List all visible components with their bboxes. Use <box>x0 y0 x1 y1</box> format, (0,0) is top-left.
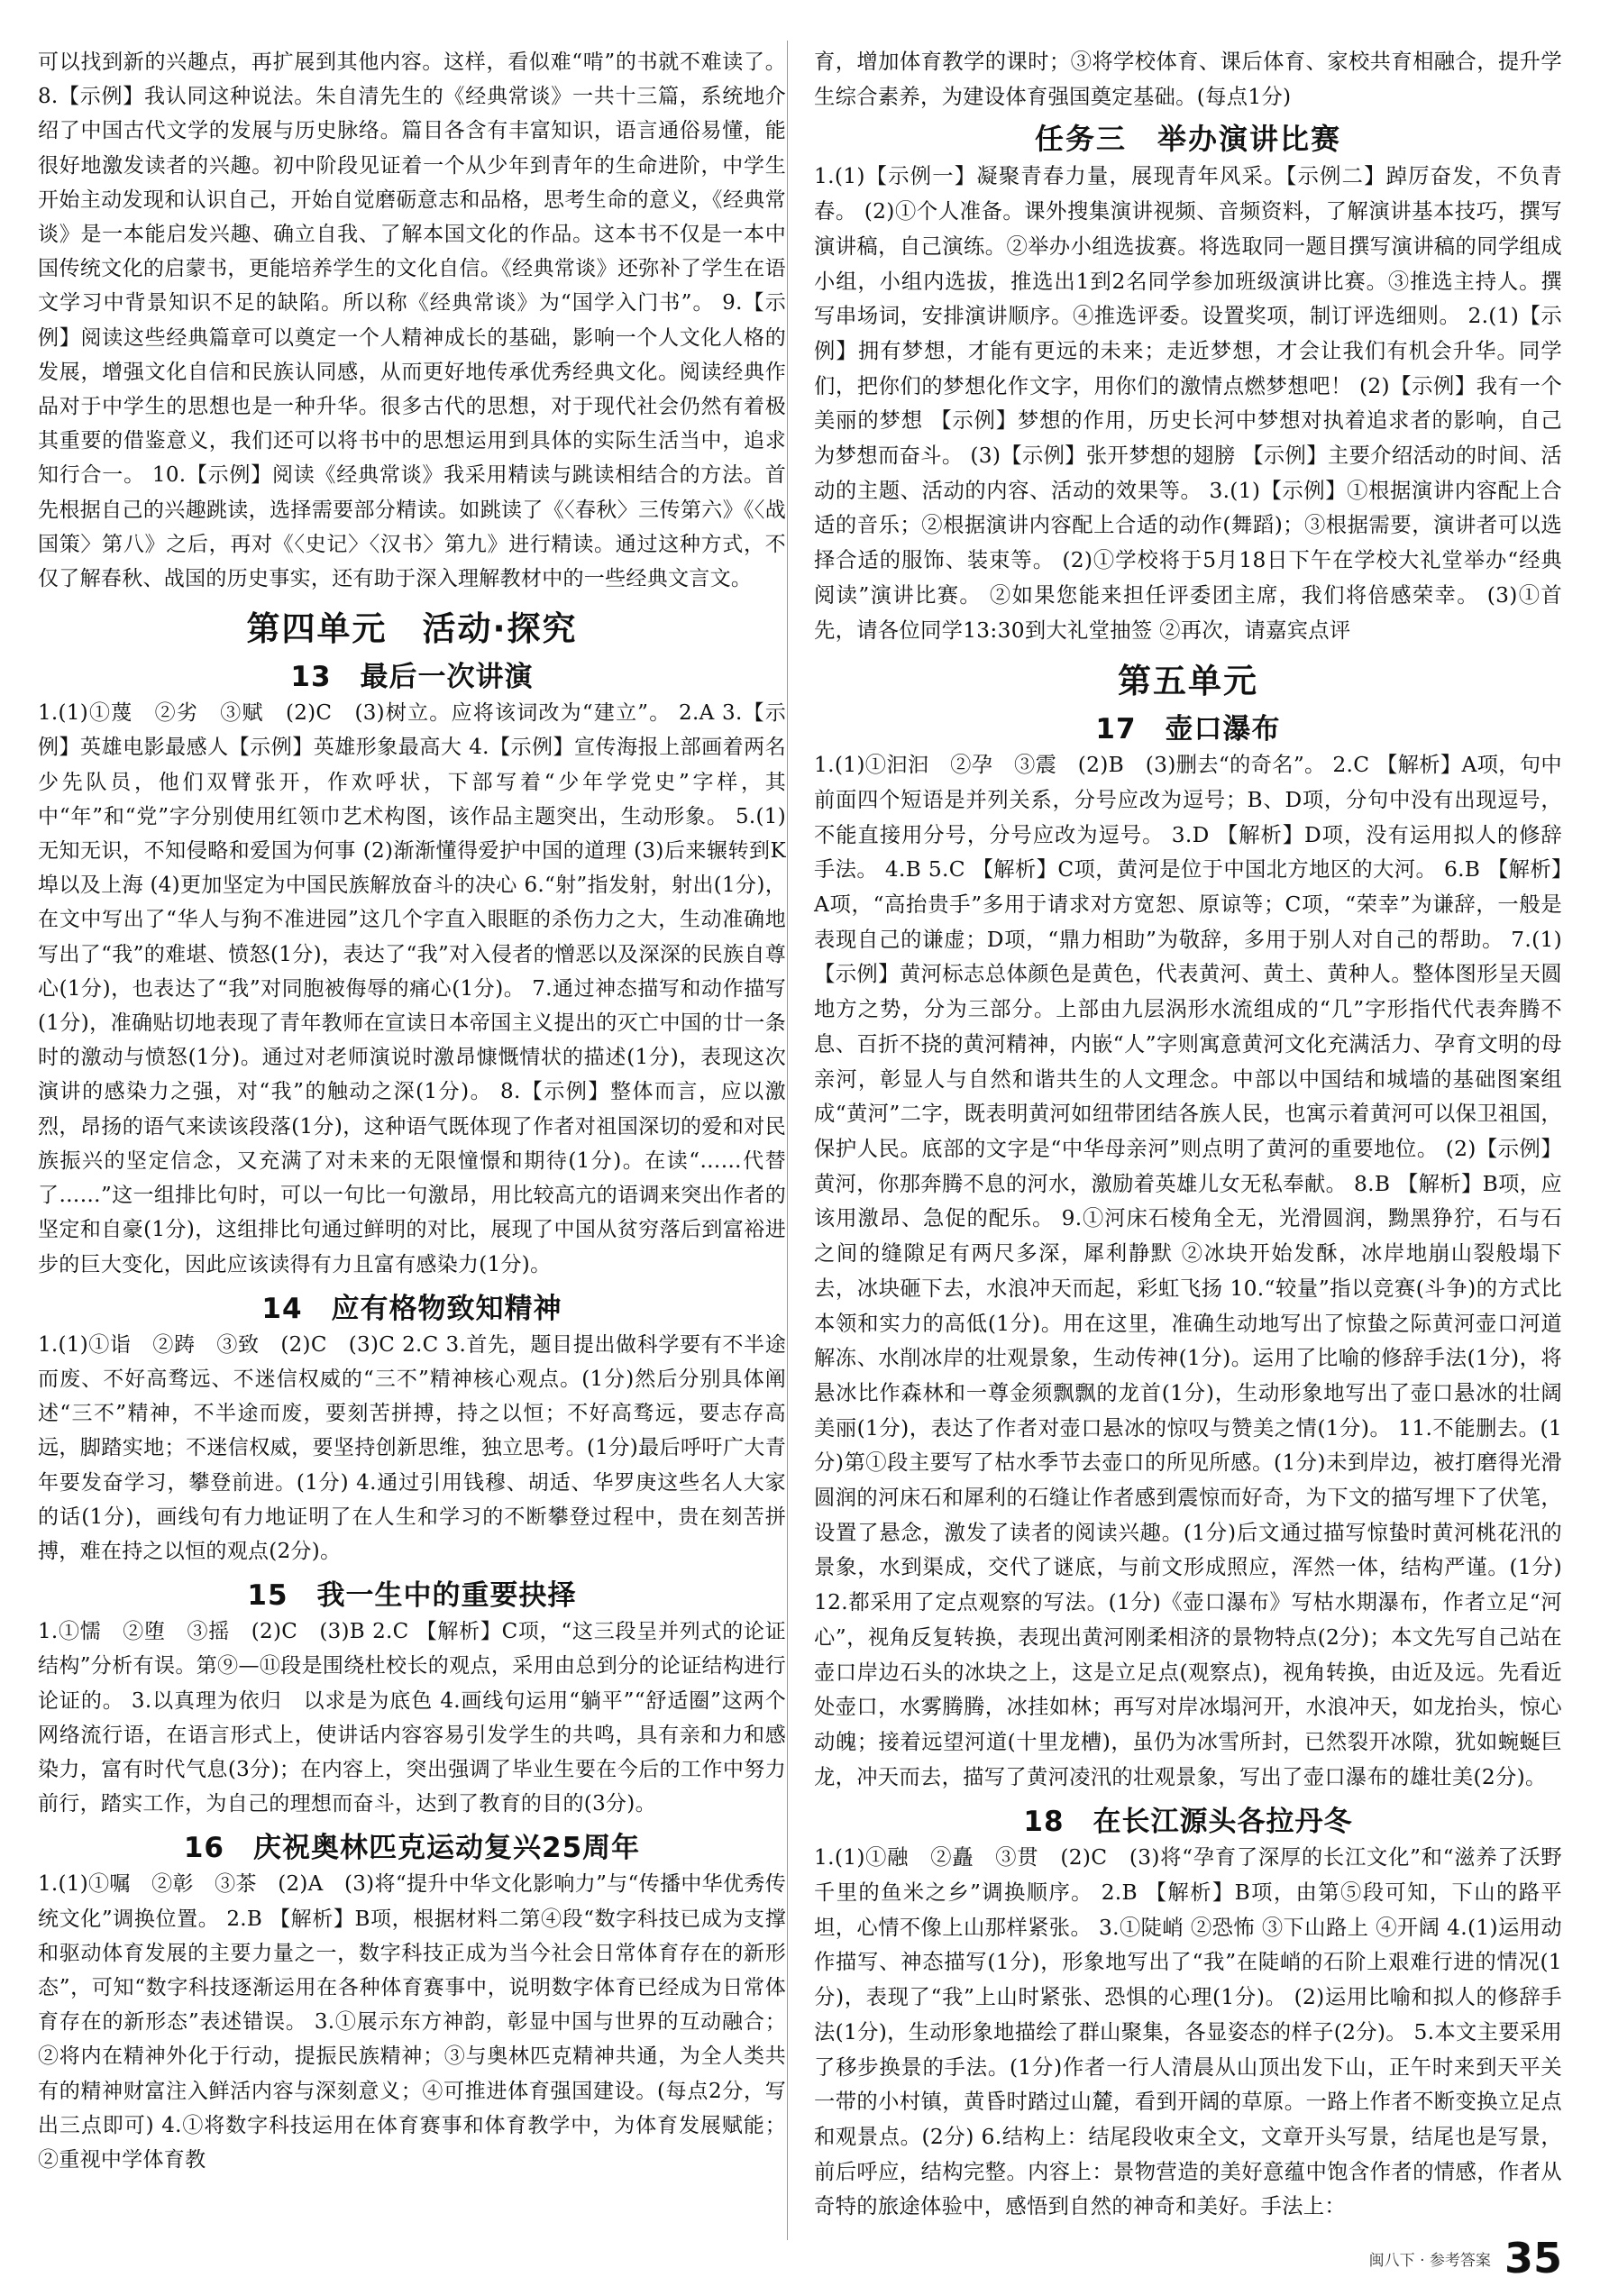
lesson-14-answers: 1.(1)①诣 ②踌 ③致 (2)C (3)C 2.C 3.首先，题目提出做科学要有不半途而废、不好高骛远、不迷信权威的“三不”精神核心观点。(1分)然后分别具体阐述“三不”精神，不半途而废，要刻苦拼搏，持之以恒；不好高骛远，要志存高远，脚踏实地；不迷信权威，要坚持创新思维，独立思考。(1分)最后呼吁广大青年要发奋学习，攀登前进。(1分) 4.通过引用钱穆、胡适、华罗庚这些名人大家的话(1分)，画线句有力地证明了在人生和学习的不断攀登过程中，贵在刻苦拼搏，难在持之以恒的观点(2分)。 <box>38 1332 786 1563</box>
lesson-17-heading: 17 壶口瀑布 <box>1095 713 1281 746</box>
lesson-16-answers-continued: 育，增加体育教学的课时；③将学校体育、课后体育、家校共育相融合，提升学生综合素养，为建设体育强国奠定基础。(每点1分) <box>814 50 1562 109</box>
unit-4-heading: 第四单元 活动·探究 <box>246 609 578 649</box>
page-number: 35 <box>1504 2234 1562 2282</box>
lesson-13-heading: 13 最后一次讲演 <box>290 661 534 694</box>
lesson-14-heading: 14 应有格物致知精神 <box>261 1292 562 1325</box>
left-column <box>38 45 786 2177</box>
lesson-16-heading: 16 庆祝奥林匹克运动复兴25周年 <box>183 1832 641 1865</box>
right-column <box>814 45 1562 2225</box>
column-divider <box>787 41 788 2240</box>
task-3-heading: 任务三 举办演讲比赛 <box>1034 122 1341 157</box>
page-footer <box>1369 2234 1562 2282</box>
lesson-17-answers: 1.(1)①汩汩 ②孕 ③震 (2)B (3)删去“的奇名”。 2.C 【解析】A项，句中前面四个短语是并列关系，分号应改为逗号；B、D项，分句中没有出现逗号，不能直接用分号，分号应改为逗号。 3.D 【解析】D项，没有运用拟人的修辞手法。 4.B 5.C 【解析】C项，黄河是位于中国北方地区的大河。 6.B 【解析】A项，“高抬贵手”多用于请求对方宽恕、原谅等；C项，“荣幸”为谦辞，一般是表现自己的谦虚；D项，“鼎力相助”为敬辞，多用于别人对自己的帮助。 7.(1)【示例】黄河标志总体颜色是黄色，代表黄河、黄土、黄种人。整体图形呈天圆地方之势，分为三部分。上部由九层涡形水流组成的“几”字形指代代表奔腾不息、百折不挠的黄河精神，内嵌“人”字则寓意黄河文化充满活力、孕育文明的母亲河，彰显人与自然和谐共生的人文理念。中部以中国结和城墙的基础图案组成“黄河”二字，既表明黄河如纽带团结各族人民，也寓示着黄河可以保卫祖国，保护人民。底部的文字是“中华母亲河”则点明了黄河的重要地位。 (2)【示例】黄河，你那奔腾不息的河水，激励着英雄儿女无私奉献。 8.B 【解析】B项，应该用激昂、急促的配乐。 9.①河床石棱角全无，光滑圆润，黝黑狰狞，石与石之间的缝隙足有两尺多深，犀利静默 ②冰块开始发酥，冰岸地崩山裂般塌下去，冰块砸下去，水浪冲天而起，彩虹飞扬 10.“较量”指以竞赛(斗争)的方式比本领和实力的高低(1分)。用在这里，准确生动地写出了惊蛰之际黄河壶口河道解冻、水削冰岸的壮观景象，生动传神(1分)。运用了比喻的修辞手法(1分)，将悬冰比作森林和一尊金须飘飘的龙首(1分)，生动形象地写出了壶口悬冰的壮阔美丽(1分)，表达了作者对壶口悬冰的惊叹与赞美之情(1分)。 11.不能删去。(1分)第①段主要写了枯水季节去壶口的所见所感。(1分)未到岸边，被打磨得光滑圆润的河床石和犀利的石缝让作者感到震惊而好奇，为下文的描写埋下了伏笔，设置了悬念，激发了读者的阅读兴趣。(1分)后文通过描写惊蛰时黄河桃花汛的景象，水到渠成，交代了谜底，与前文形成照应，浑然一体，结构严谨。(1分) 12.都采用了定点观察的写法。(1分)《壶口瀑布》写枯水期瀑布，作者立足“河心”，视角反复转换，表现出黄河刚柔相济的景物特点(2分)；本文先写自己站在壶口岸边石头的冰块之上，这是立足点(观察点)，视角转换，由近及远。先看近处壶口，水雾腾腾，冰挂如林；再写对岸冰塌河开，水浪冲天，如龙抬头，惊心动魄；接着远望河道(十里龙槽)，虽仍为冰雪所封，已然裂开冰隙，犹如蜿蜒巨龙，冲天而去，描写了黄河凌汛的壮观景象，写出了壶口瀑布的雄壮美(2分)。 <box>814 753 1562 1789</box>
unit-5-heading: 第五单元 <box>1118 662 1258 701</box>
lesson-15-heading: 15 我一生中的重要抉择 <box>247 1579 577 1613</box>
lesson-16-answers: 1.(1)①嘱 ②彰 ③茶 (2)A (3)将“提升中华文化影响力”与“传播中华优秀传统文化”调换位置。 2.B 【解析】B项，根据材料二第④段“数字科技已成为支撑和驱动体育发展的主要力量之一，数字科技正成为当今社会日常体育存在的新形态”，可知“数字科技逐渐运用在各种体育赛事中，说明数字体育已经成为日常体育存在的新形态”表述错误。 3.①展示东方神韵，彰显中国与世界的互动融合；②将内在精神外化于行动，提振民族精神；③与奥林匹克精神共通，为全人类共有的精神财富注入鲜活内容与深刻意义；④可推进体育强国建设。(每点2分，写出三点即可) 4.①将数字科技运用在体育赛事和体育教学中，为体育发展赋能；②重视中学体育教 <box>38 1872 786 2172</box>
task-3-answers: 1.(1)【示例一】凝聚青春力量，展现青年风采。【示例二】踔厉奋发，不负青春。 (2)①个人准备。课外搜集演讲视频、音频资料，了解演讲基本技巧，撰写演讲稿，自己演练。②举办小组选拔赛。将选取同一题目撰写演讲稿的同学组成小组，小组内选拔，推选出1到2名同学参加班级演讲比赛。③推选主持人。撰写串场词，安排演讲顺序。④推选评委。设置奖项，制订评选细则。 2.(1)【示例】拥有梦想，才能有更远的未来；走近梦想，才会让我们有机会升华。同学们，把你们的梦想化作文字，用你们的激情点燃梦想吧！ (2)【示例】我有一个美丽的梦想 【示例】梦想的作用，历史长河中梦想对执着追求者的影响，自己为梦想而奋斗。 (3)【示例】张开梦想的翅膀 【示例】主要介绍活动的时间、活动的主题、活动的内容、活动的效果等。 3.(1)【示例】①根据演讲内容配上合适的音乐；②根据演讲内容配上合适的动作(舞蹈)；③根据需要，演讲者可以选择合适的服饰、装束等。 (2)①学校将于5月18日下午在学校大礼堂举办“经典阅读”演讲比赛。 ②如果您能来担任评委团主席，我们将倍感荣幸。 (3)①首先，请各位同学13:30到大礼堂抽签 ②再次，请嘉宾点评 <box>814 164 1562 643</box>
lesson-18-answers: 1.(1)①融 ②矗 ③贯 (2)C (3)将“孕育了深厚的长江文化”和“滋养了沃野千里的鱼米之乡”调换顺序。 2.B 【解析】B项，由第⑤段可知，下山的路平坦，心情不像上山那样紧张。 3.①陡峭 ②恐怖 ③下山路上 ④开阔 4.(1)运用动作描写、神态描写(1分)，形象地写出了“我”在陡峭的石阶上艰难行进的情况(1分)，表现了“我”上山时紧张、恐惧的心理(1分)。 (2)运用比喻和拟人的修辞手法(1分)，生动形象地描绘了群山聚集，各显姿态的样子(2分)。 5.本文主要采用了移步换景的手法。(1分)作者一行人清晨从山顶出发下山，正午时来到天平关一带的小村镇，黄昏时踏过山麓，看到开阔的草原。一路上作者不断变换立足点和观景点。(2分) 6.结构上：结尾段收束全文，文章开头写景，结尾也是写景，前后呼应，结构完整。内容上：景物营造的美好意蕴中饱含作者的情感，作者从奇特的旅途体验中，感悟到自然的神奇和美好。手法上： <box>814 1845 1562 2219</box>
lesson-15-answers: 1.①懦 ②堕 ③摇 (2)C (3)B 2.C 【解析】C项，“这三段呈并列式的论证结构”分析有误。第⑨—⑪段是围绕杜校长的观点，采用由总到分的论证结构进行论证的。 3.以真理为依归 以求是为底色 4.画线句运用“躺平”“舒适圈”这两个网络流行语，在语言形式上，使讲话内容容易引发学生的共鸣，具有亲和力和感染力，富有时代气息(3分)；在内容上，突出强调了毕业生要在今后的工作中努力前行，踏实工作，为自己的理想而奋斗，达到了教育的目的(3分)。 <box>38 1620 786 1816</box>
footer-label: 闽八下 · 参考答案 <box>1368 2251 1491 2270</box>
lesson-13-answers: 1.(1)①蔑 ②劣 ③赋 (2)C (3)树立。应将该词改为“建立”。 2.A 3.【示例】英雄电影最感人【示例】英雄形象最高大 4.【示例】宣传海报上部画着两名少先队员，他们双臂张开，作欢呼状，下部写着“少年学党史”字样，其中“年”和“党”字分别使用红领巾艺术构图，该作品主题突出，生动形象。 5.(1)无知无识，不知侵略和爱国为何事 (2)渐渐懂得爱护中国的道理 (3)后来辗转到K埠以及上海 (4)更加坚定为中国民族解放奋斗的决心 6.“射”指发射，射出(1分)，在文中写出了“华人与狗不准进园”这几个字直入眼眶的杀伤力之大，生动准确地写出了“我”的难堪、愤怒(1分)，表达了“我”对入侵者的憎恶以及深深的民族自尊心(1分)，也表达了“我”对同胞被侮辱的痛心(1分)。 7.通过神态描写和动作描写(1分)，准确贴切地表现了青年教师在宣读日本帝国主义提出的灭亡中国的廿一条时的激动与愤怒(1分)。通过对老师演说时激昂慷慨情状的描述(1分)，表现这次演讲的感染力之强，对“我”的触动之深(1分)。 8.【示例】整体而言，应以激烈，昂扬的语气来读该段落(1分)，这种语气既体现了作者对祖国深切的爱和对民族振兴的坚定信念，又充满了对未来的无限憧憬和期待(1分)。在读“……代替了……”这一组排比句时，可以一句比一句激昂，用比较高亢的语调来突出作者的坚定和自豪(1分)，这组排比句通过鲜明的对比，展现了中国从贫穷落后到富裕进步的巨大变化，因此应该读得有力且富有感染力(1分)。 <box>38 701 786 1276</box>
answer-paragraph-continued: 可以找到新的兴趣点，再扩展到其他内容。这样，看似难“啃”的书就不难读了。 8.【示例】我认同这种说法。朱自清先生的《经典常谈》一共十三篇，系统地介绍了中国古代文学的发展与历史脉络。篇目各含有丰富知识，语言通俗易懂，能很好地激发读者的兴趣。初中阶段见证着一个从少年到青年的生命进阶，中学生开始主动发现和认识自己，开始自觉磨砺意志和品格，思考生命的意义，《经典常谈》是一本能启发兴趣、确立自我、了解本国文化的作品。这本书不仅是一本中国传统文化的启蒙书，更能培养学生的文化自信。《经典常谈》还弥补了学生在语文学习中背景知识不足的缺陷。所以称《经典常谈》为“国学入门书”。 9.【示例】阅读这些经典篇章可以奠定一个人精神成长的基础，影响一个人文化人格的发展，增强文化自信和民族认同感，从而更好地传承优秀经典文化。阅读经典作品对于中学生的思想也是一种升华。很多古代的思想，对于现代社会仍然有着极其重要的借鉴意义，我们还可以将书中的思想运用到具体的实际生活当中，追求知行合一。 10.【示例】阅读《经典常谈》我采用精读与跳读相结合的方法。首先根据自己的兴趣跳读，选择需要部分精读。如跳读了《〈春秋〉三传第六》《〈战国策〉第八》之后，再对《〈史记〉〈汉书〉第九》进行精读。通过这种方式，不仅了解春秋、战国的历史事实，还有助于深入理解教材中的一些经典文言文。 <box>38 50 786 591</box>
lesson-18-heading: 18 在长江源头各拉丹冬 <box>1023 1806 1353 1839</box>
